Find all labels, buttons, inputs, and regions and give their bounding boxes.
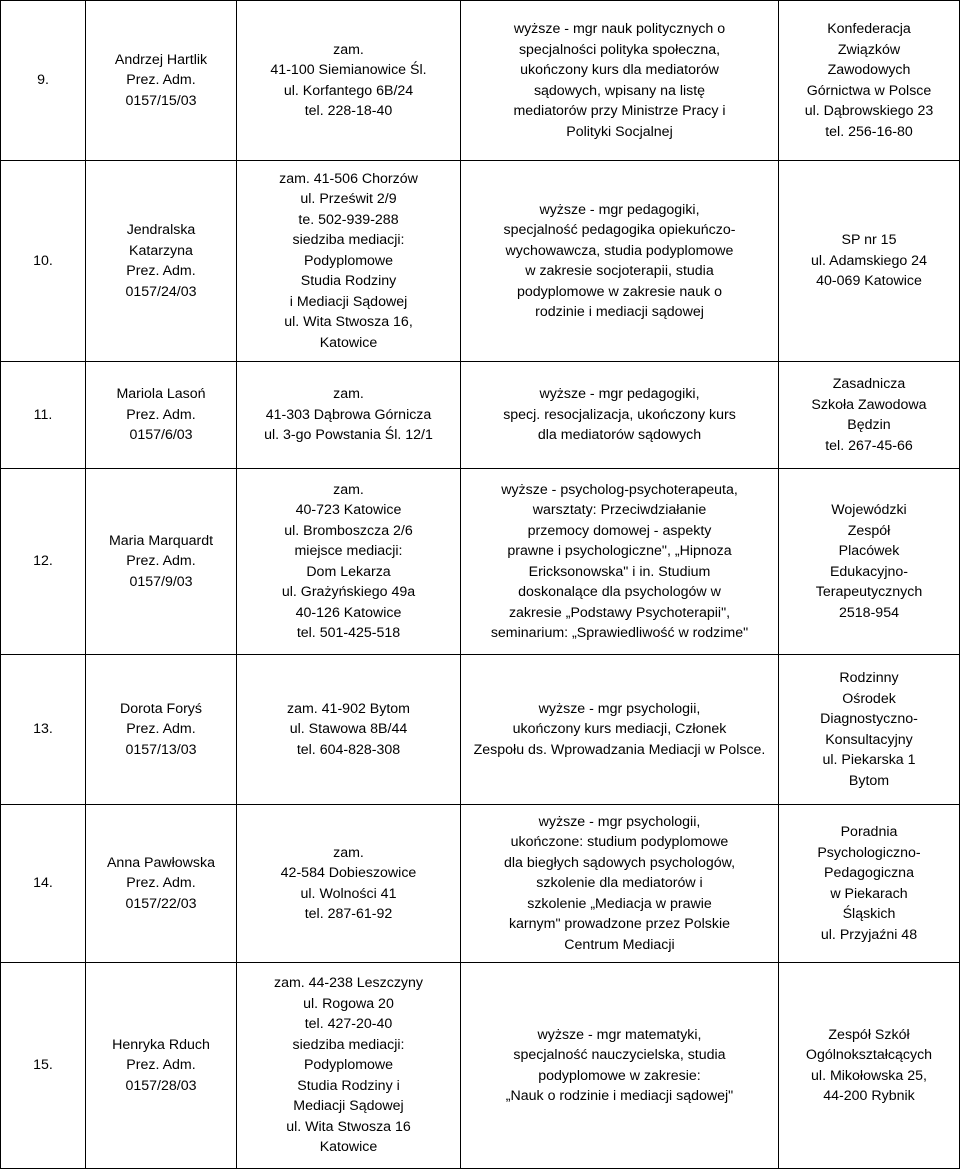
cell-line: 0157/22/03 [125,895,197,912]
cell-line: ukończone: studium podyplomowe [510,834,729,851]
workplace-cell [779,469,960,655]
address-cell [237,469,461,655]
cell-line: ukończony kurs mediacji, Członek [512,721,727,738]
cell-line: tel. 228-18-40 [304,103,393,119]
cell-line: wyższe - psycholog-psychoterapeuta, [501,481,738,498]
education-cell [461,963,779,1169]
cell-line: wyższe - mgr pedagogiki, [539,201,700,218]
cell-line: Katarzyna [129,242,193,259]
cell-line: tel. 256-16-80 [825,123,913,140]
cell-line: ul. 3-go Powstania Śl. 12/1 [264,427,433,444]
row-number: 10. [33,252,53,269]
row-number: 14. [33,875,53,892]
cell-line: Ericksonowska" i in. Studium [528,563,711,580]
cell-line: tel. 501-425-518 [296,625,401,641]
cell-line: Górnictwa w Polsce [806,82,932,99]
cell-line: Prez. Adm. [126,406,196,423]
address-cell [237,805,461,963]
workplace-cell [779,362,960,469]
cell-line: Mariola Lasoń [116,386,206,403]
cell-line: 0157/6/03 [129,427,193,444]
cell-line: specjalność pedagogika opiekuńczo- [503,222,736,238]
address-cell [237,963,461,1169]
cell-line: Zasadnicza [832,376,906,392]
cell-line: Śląskich [842,906,896,922]
cell-line: wyższe - mgr nauk politycznych o [513,21,726,37]
cell-line: Psychologiczno- [817,844,921,861]
cell-line: Podyplomowe [303,1057,394,1074]
table-row [1,469,960,655]
table-row [1,1,960,161]
row-number: 9. [37,72,49,89]
education-cell [461,161,779,362]
cell-line: zam. [333,844,364,861]
cell-line: Centrum Mediacji [564,936,675,953]
cell-line: warsztaty: Przeciwdziałanie [532,502,707,518]
workplace-cell [779,655,960,805]
mediator-name-cell [86,805,237,963]
cell-line: 40-126 Katowice [295,604,402,621]
cell-line: 44-200 Rybnik [823,1088,915,1104]
row-number: 15. [33,1057,53,1074]
cell-line: Prez. Adm. [126,875,196,892]
cell-line: 0157/28/03 [125,1077,197,1094]
cell-line: miejsce mediacji: [294,543,403,559]
cell-line: Polityki Socjalnej [566,123,673,140]
address-cell [237,1,461,161]
cell-line: podyplomowe w zakresie nauk o [516,283,723,300]
cell-line: Prez. Adm. [126,553,196,570]
cell-line: Studia Rodziny i [297,1077,400,1094]
row-number-cell [1,963,86,1169]
cell-line: Andrzej Hartlik [114,51,208,68]
cell-line: dla mediatorów sądowych [537,427,702,444]
cell-line: ul. Grażyńskiego 49a [281,584,416,600]
cell-line: ul. Dąbrowskiego 23 [804,103,934,119]
cell-line: Konsultacyjny [825,731,913,748]
cell-line: ul. Rogowa 20 [303,995,394,1012]
cell-line: Poradnia [840,824,898,840]
cell-line: prawne i psychologiczne", „Hipnoza [507,543,732,559]
cell-line: Maria Marquardt [108,532,214,549]
table-row [1,805,960,963]
mediators-table-body [1,1,960,1169]
cell-line: ul. Adamskiego 24 [811,252,927,269]
address-cell [237,362,461,469]
cell-line: tel. 604-828-308 [296,741,401,758]
workplace-cell [779,805,960,963]
cell-line: zam. 41-506 Chorzów [279,170,418,187]
mediator-name-cell [86,362,237,469]
cell-line: 2518-954 [839,604,899,621]
cell-line: zam. 44-238 Leszczyny [273,975,424,992]
cell-line: Konfederacja [827,21,911,37]
table-row [1,655,960,805]
row-number-cell [1,805,86,963]
cell-line: Diagnostyczno- [820,711,918,727]
row-number-cell [1,655,86,805]
cell-line: ul. Przyjaźni 48 [820,926,918,943]
cell-line: 0157/9/03 [129,573,193,590]
workplace-cell [779,161,960,362]
cell-line: tel. 267-45-66 [825,437,913,454]
table-row [1,362,960,469]
cell-line: wychowawcza, studia podyplomowe [505,242,734,259]
cell-line: w Piekarach [830,885,908,902]
cell-line: Będzin [847,417,891,433]
cell-line: 0157/13/03 [125,741,197,758]
mediator-name-cell [86,161,237,362]
cell-line: tel. 287-61-92 [304,906,393,922]
cell-line: seminarium: „Sprawiedliwość w rodzime" [490,625,749,641]
cell-line: Dom Lekarza [306,563,391,580]
cell-line: wyższe - mgr psychologii, [538,700,701,717]
cell-line: podyplomowe w zakresie: [538,1067,701,1084]
education-cell [461,1,779,161]
cell-line: zam. [333,41,364,58]
cell-line: doskonalące dla psychologów w [518,584,721,600]
cell-line: 41-303 Dąbrowa Górnicza [265,406,432,423]
cell-line: Zespół Szkół [828,1026,910,1043]
row-number-cell [1,469,86,655]
cell-line: Związków [837,41,901,58]
cell-line: wyższe - mgr psychologii, [538,813,701,830]
cell-line: przemocy domowej - aspekty [527,522,712,539]
workplace-cell [779,963,960,1169]
cell-line: Katowice [319,334,378,351]
cell-line: Ogólnokształcących [805,1047,933,1063]
cell-line: tel. 427-20-40 [304,1016,393,1033]
cell-line: 40-723 Katowice [295,502,402,518]
row-number-cell [1,362,86,469]
row-number: 11. [33,406,53,423]
cell-line: ul. Prześwit 2/9 [300,191,397,208]
cell-line: ul. Stawowa 8B/44 [289,721,408,738]
cell-line: zakresie „Podstawy Psychoterapii", [508,604,731,621]
cell-line: ul. Wolności 41 [300,885,397,902]
mediator-name-cell [86,1,237,161]
cell-line: ukończony kurs dla mediatorów [520,62,719,78]
cell-line: te. 502-939-288 [298,211,399,228]
mediator-name-cell [86,963,237,1169]
cell-line: 42-584 Dobieszowice [280,865,417,881]
row-number: 12. [33,553,53,570]
cell-line: i Mediacji Sądowej [289,293,408,310]
cell-line: mediatorów przy Ministrze Pracy i [513,103,726,119]
row-number-cell [1,161,86,362]
cell-line: 0157/15/03 [125,92,197,109]
cell-line: Placówek [838,543,900,559]
cell-line: Podyplomowe [303,252,394,269]
education-cell [461,805,779,963]
cell-line: Rodzinny [839,670,899,686]
education-cell [461,655,779,805]
cell-line: Prez. Adm. [126,72,196,89]
cell-line: ul. Korfantego 6B/24 [283,82,414,99]
cell-line: specj. resocjalizacja, ukończony kurs [503,406,736,423]
cell-line: Ośrodek [842,690,896,707]
cell-line: specjalności polityka społeczna, [518,41,721,58]
cell-line: siedziba mediacji: [292,232,405,249]
row-number-cell [1,1,86,161]
mediator-name-cell [86,469,237,655]
cell-line: Prez. Adm. [126,263,196,279]
cell-line: specjalność nauczycielska, studia [513,1047,726,1063]
cell-line: ul. Wita Stwosza 16 [286,1118,411,1135]
cell-line: Szkoła Zawodowa [811,396,927,413]
mediator-name-cell [86,655,237,805]
cell-line: Bytom [848,772,890,789]
address-cell [237,161,461,362]
cell-line: ul. Mikołowska 25, [811,1067,927,1084]
cell-line: dla biegłych sądowych psychologów, [503,854,736,871]
cell-line: Prez. Adm. [126,1057,196,1074]
cell-line: ul. Bromboszcza 2/6 [284,522,413,539]
cell-line: Anna Pawłowska [106,854,216,871]
cell-line: 40-069 Katowice [816,273,922,290]
cell-line: 0157/24/03 [125,283,197,300]
education-cell [461,362,779,469]
row-number: 13. [33,721,53,738]
cell-line: Terapeutycznych [815,584,923,600]
cell-line: ul. Piekarska 1 [822,752,916,768]
cell-line: Zespołu ds. Wprowadzania Mediacji w Polsce. [473,741,766,758]
cell-line: Studia Rodziny [300,273,397,290]
cell-line: SP nr 15 [841,232,897,249]
cell-line: zam. [333,386,364,403]
cell-line: zam. [333,481,364,498]
cell-line: Katowice [319,1139,378,1156]
table-row [1,161,960,362]
cell-line: szkolenie „Mediacja w prawie [527,895,712,912]
cell-line: Pedagogiczna [824,865,914,881]
cell-line: Zespół [847,522,891,539]
cell-line: szkolenie dla mediatorów i [536,875,703,892]
cell-line: Prez. Adm. [126,721,196,738]
address-cell [237,655,461,805]
cell-line: Zawodowych [827,62,911,78]
cell-line: Henryka Rduch [112,1036,210,1053]
education-cell [461,469,779,655]
cell-line: 41-100 Siemianowice Śl. [270,62,427,78]
cell-line: Mediacji Sądowej [293,1098,404,1115]
cell-line: w zakresie socjoterapii, studia [525,263,714,279]
cell-line: Dorota Foryś [120,700,202,717]
cell-line: rodzinie i mediacji sądowej [535,304,704,320]
cell-line: wyższe - mgr pedagogiki, [539,386,700,403]
cell-line: wyższe - mgr matematyki, [537,1026,702,1043]
cell-line: sądowych, wpisany na listę [533,82,706,99]
table-row [1,963,960,1169]
cell-line: zam. 41-902 Bytom [286,700,410,717]
cell-line: ul. Wita Stwosza 16, [284,314,413,331]
cell-line: Edukacyjno- [829,563,909,580]
cell-line: karnym" prowadzone przez Polskie [508,916,731,933]
cell-line: „Nauk o rodzinie i mediacji sądowej" [505,1088,734,1104]
cell-line: Jendralska [126,222,196,238]
cell-line: Wojewódzki [831,502,907,518]
workplace-cell [779,1,960,161]
cell-line: siedziba mediacji: [292,1036,405,1053]
